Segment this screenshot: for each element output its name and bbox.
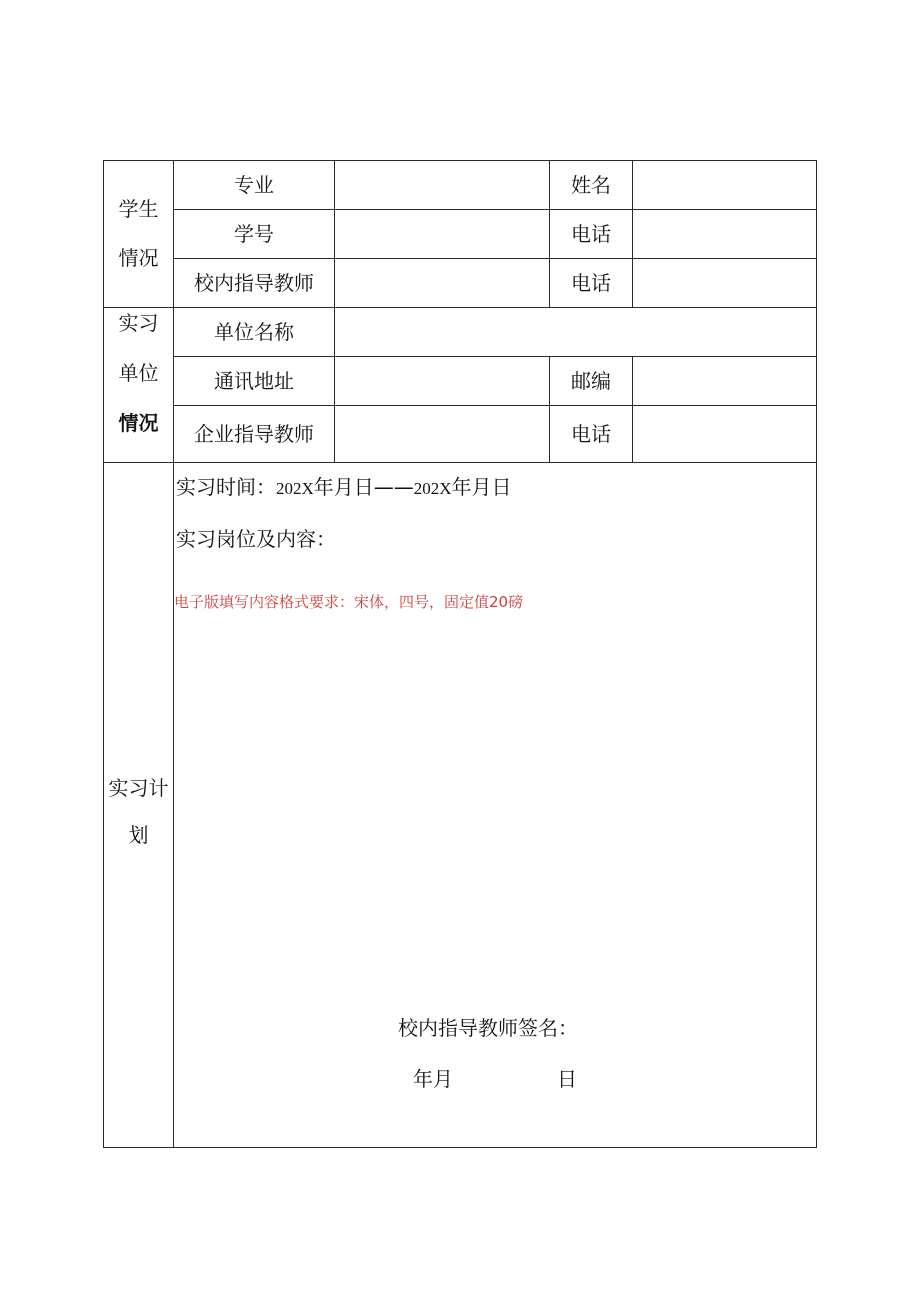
company-mentor-field[interactable] — [335, 406, 549, 462]
table-border-left — [103, 160, 104, 1148]
date-range-dash: —— — [373, 475, 414, 499]
signature-date-day: 日 — [557, 1067, 577, 1091]
advisor-phone-field[interactable] — [633, 259, 816, 307]
advisor-phone-label: 电话 — [571, 271, 611, 295]
student-id-field[interactable] — [335, 210, 549, 258]
end-year: 202X — [413, 479, 452, 498]
table-border-right — [816, 160, 817, 1148]
postcode-field[interactable] — [633, 357, 816, 405]
signature-label: 校内指导教师签名： — [398, 1016, 578, 1040]
plan-section-label — [104, 778, 173, 845]
end-date-suffix: 年月日 — [451, 475, 512, 499]
major-field[interactable] — [335, 161, 549, 209]
student-section-label — [104, 199, 173, 268]
signature-date-year-month: 年月 — [413, 1067, 453, 1091]
plan-content-area[interactable] — [175, 482, 815, 982]
student-section-line1: 学生 — [118, 197, 159, 221]
address-field[interactable] — [335, 357, 549, 405]
internship-time-label: 实习时间： — [176, 475, 276, 499]
table-border-bottom — [103, 1147, 817, 1148]
school-advisor-label: 校内指导教师 — [194, 271, 314, 295]
name-field[interactable] — [633, 161, 816, 209]
unit-name-label: 单位名称 — [214, 320, 294, 344]
plan-section-line1: 实习计 — [108, 776, 169, 800]
unit-section-line1: 实习 — [118, 311, 159, 335]
postcode-label: 邮编 — [571, 369, 611, 393]
student-phone-label: 电话 — [571, 222, 611, 246]
student-phone-field[interactable] — [633, 210, 816, 258]
section-divider — [103, 462, 817, 463]
company-mentor-label: 企业指导教师 — [194, 422, 314, 446]
plan-section-line2: 划 — [128, 823, 149, 847]
student-section-line2: 情况 — [118, 246, 159, 270]
student-id-label: 学号 — [234, 222, 274, 246]
major-label: 专业 — [234, 173, 274, 197]
address-label: 通讯地址 — [214, 369, 294, 393]
format-requirement-note: 电子版填写内容格式要求：宋体，四号，固定值20磅 — [174, 593, 524, 611]
start-date-suffix: 年月日 — [313, 475, 374, 499]
start-year: 202X — [276, 479, 314, 498]
mentor-phone-field[interactable] — [633, 406, 816, 462]
mentor-phone-label: 电话 — [571, 422, 611, 446]
unit-section-line2: 单位 — [118, 361, 159, 385]
unit-section-line3: 情况 — [118, 411, 159, 435]
position-content-label: 实习岗位及内容： — [176, 527, 336, 551]
name-label: 姓名 — [571, 173, 611, 197]
unit-name-field[interactable] — [335, 308, 816, 356]
school-advisor-field[interactable] — [335, 259, 549, 307]
unit-section-label — [104, 313, 173, 433]
